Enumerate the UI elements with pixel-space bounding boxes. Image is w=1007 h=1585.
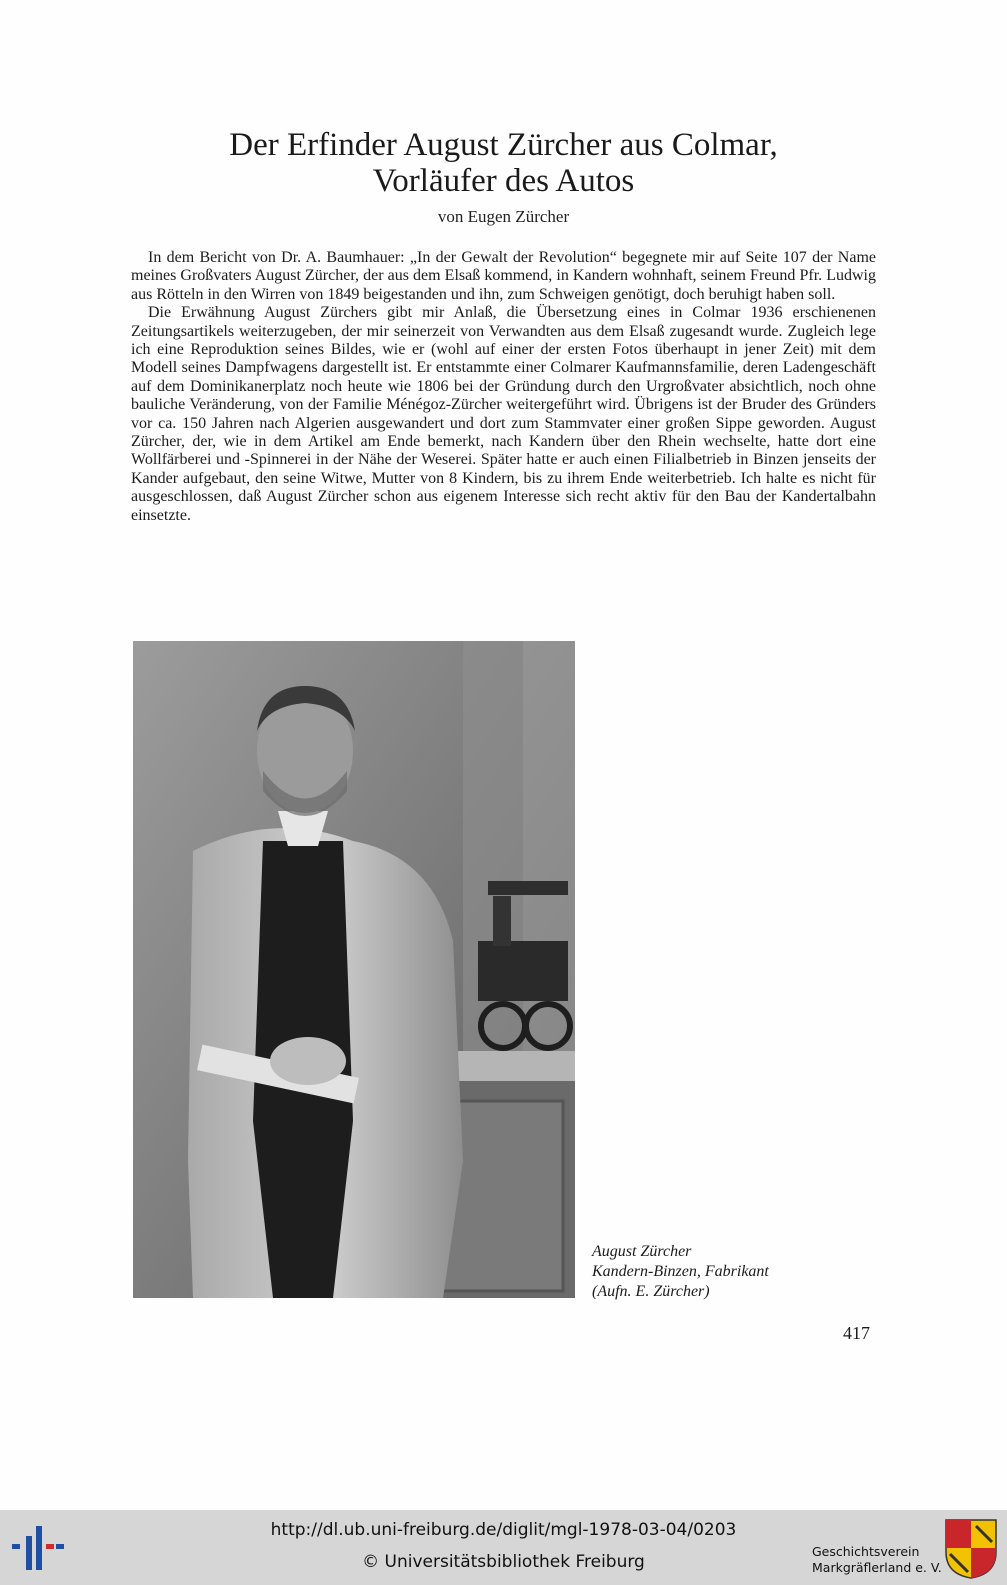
society-name [812, 1544, 942, 1576]
portrait-photo [133, 641, 575, 1298]
article-byline: von Eugen Zürcher [437, 207, 570, 226]
article-title-line2: Vorläufer des Autos [372, 163, 635, 199]
portrait-photo-image [133, 641, 575, 1298]
society-name-line: Markgräflerland e. V. [812, 1560, 942, 1575]
coat-of-arms-icon [944, 1518, 998, 1580]
society-name-line: Geschichtsverein [812, 1544, 920, 1559]
caption-line: (Aufn. E. Zürcher) [592, 1283, 710, 1300]
paragraph: Die Erwähnung August Zürchers gibt mir Anlaß, die Übersetzung eines in Colmar 1936 erschienenen Zeitungsartikels weiterzugeben, der mir seinerzeit von Verwandten aus dem Elsaß zugesandt wurde. Zugleich lege ich eine Reproduktion seines Bildes, wie er (wohl auf einer der ersten Fotos überhaupt in jener Zeit) mit dem Modell seines Dampfwagens dargestellt ist. Er entstammte einer Colmarer Kaufmannsfamilie, deren Ladengeschäft auf dem Dominikanerplatz noch heute wie 1806 bei der Gründung durch den Urgroßvater absichtlich, noch ohne bauliche Veränderung, von der Familie Ménégoz-Zürcher weitergeführt wird. Übrigens ist der Bruder des Gründers vor ca. 150 Jahren nach Algerien ausgewandert und dort zum Stammvater einer großen Sippe geworden. August Zürcher, der, wie in dem Artikel am Ende bemerkt, nach Kandern über den Rhein wechselte, hatte dort eine Wollfärberei und -Spinnerei in der Nähe der Weserei. Später hatte er auch einen Filialbetrieb in Binzen jenseits der Kander aufgebaut, den seine Witwe, Mutter von 8 Kindern, bis zu ihrem Ende weiterbetrieb. Ich halte es nicht für ausgeschlossen, daß August Zürcher schon aus eigenem Interesse sich recht aktiv für den Bau der Kandertalbahn einsetzte. [131, 304, 876, 524]
caption-line: Kandern-Binzen, Fabrikant [592, 1263, 769, 1280]
article-title-line1: Der Erfinder August Zürcher aus Colmar, [229, 127, 778, 163]
photo-caption [592, 1242, 769, 1302]
copyright-text: © Universitätsbibliothek Freiburg [362, 1552, 645, 1572]
article-body [131, 249, 876, 525]
page-number: 417 [843, 1323, 870, 1343]
library-footer [0, 1510, 1007, 1585]
caption-line: August Zürcher [592, 1243, 692, 1260]
document-url-link[interactable]: http://dl.ub.uni-freiburg.de/diglit/mgl-1978-03-04/0203 [270, 1520, 737, 1540]
paragraph: In dem Bericht von Dr. A. Baumhauer: „In der Gewalt der Revolution“ begegnete mir auf Seite 107 der Name meines Großvaters August Zürcher, der aus dem Elsaß kommend, in Kandern wohnhaft, seinem Freund Pfr. Ludwig aus Rötteln in den Wirren von 1849 beigestanden und ihn, zum Schweigen genötigt, doch beruhigt haben soll. [131, 249, 876, 303]
